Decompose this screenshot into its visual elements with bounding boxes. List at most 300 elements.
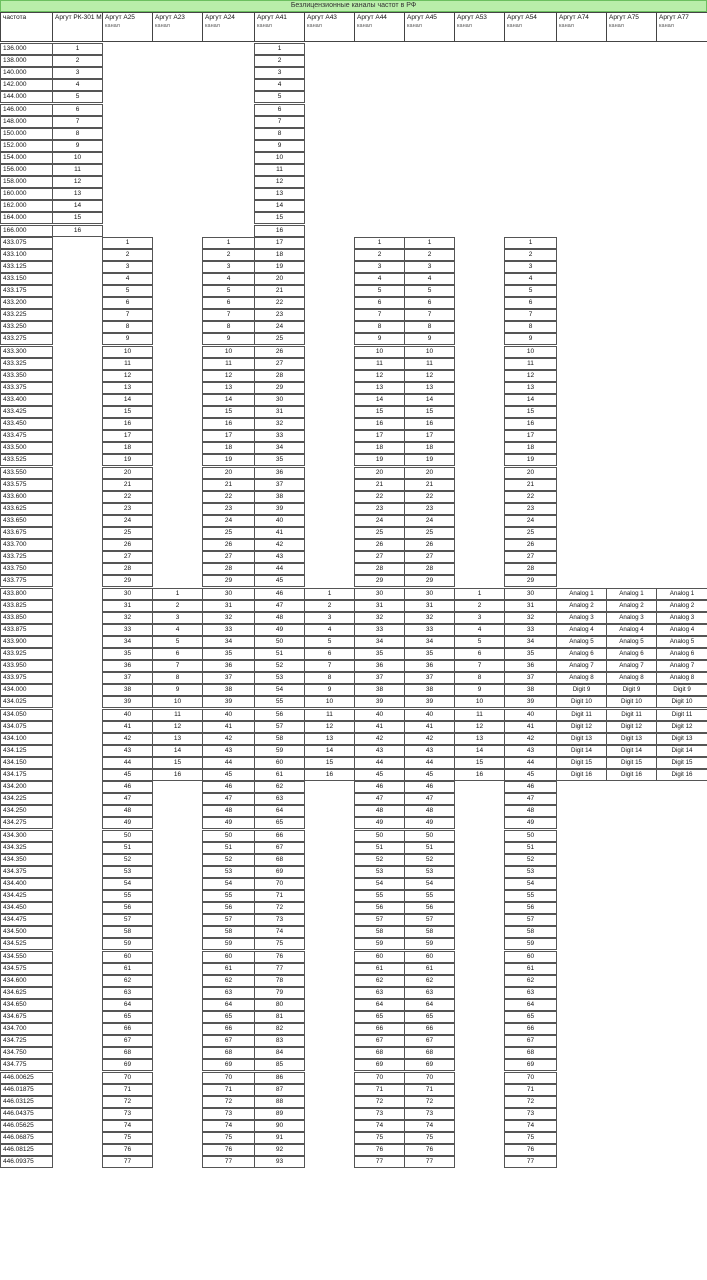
channel-cell: 44 [354, 757, 405, 769]
channel-cell: 5 [304, 636, 355, 648]
channel-cell: 7 [102, 309, 153, 321]
analog-channel-cell: Analog 2 [556, 600, 607, 612]
channel-cell: 53 [254, 672, 305, 684]
channel-cell: 12 [202, 370, 255, 382]
channel-cell: 2 [152, 600, 203, 612]
channel-cell: 55 [504, 890, 557, 902]
analog-channel-cell: Analog 8 [606, 672, 657, 684]
channel-cell: 42 [504, 733, 557, 745]
channel-cell: 4 [202, 273, 255, 285]
frequency-cell: 434.375 [0, 866, 53, 878]
channel-cell: 52 [254, 660, 305, 672]
channel-cell: 14 [202, 394, 255, 406]
column-header [304, 12, 355, 42]
channel-cell: 25 [254, 333, 305, 345]
channel-cell: 40 [254, 515, 305, 527]
channel-cell: 2 [404, 249, 455, 261]
channel-cell: 65 [102, 1011, 153, 1023]
analog-channel-cell: Analog 2 [656, 600, 707, 612]
channel-cell: 9 [152, 684, 203, 696]
channel-cell: 51 [354, 842, 405, 854]
header-label: Аргут А53 [457, 14, 487, 21]
frequency-cell: 434.725 [0, 1035, 53, 1047]
header-sublabel: канал [257, 23, 272, 29]
frequency-cell: 433.600 [0, 491, 53, 503]
analog-channel-cell: Analog 7 [656, 660, 707, 672]
frequency-cell: 433.950 [0, 660, 53, 672]
frequency-cell: 446.08125 [0, 1144, 53, 1156]
channel-cell: 76 [404, 1144, 455, 1156]
channel-cell: 55 [202, 890, 255, 902]
channel-cell: 26 [202, 539, 255, 551]
channel-cell: 44 [404, 757, 455, 769]
channel-cell: 43 [102, 745, 153, 757]
channel-cell: 74 [202, 1120, 255, 1132]
frequency-cell: 433.200 [0, 297, 53, 309]
channel-cell: 64 [254, 805, 305, 817]
channel-cell: 72 [504, 1096, 557, 1108]
channel-cell: 53 [404, 866, 455, 878]
channel-cell: 64 [504, 999, 557, 1011]
header-sublabel: канал [457, 23, 472, 29]
frequency-cell: 433.350 [0, 370, 53, 382]
channel-cell: 91 [254, 1132, 305, 1144]
frequency-cell: 434.225 [0, 793, 53, 805]
frequency-cell: 434.475 [0, 914, 53, 926]
channel-cell: 26 [354, 539, 405, 551]
channel-cell: 3 [504, 261, 557, 273]
channel-cell: 9 [354, 333, 405, 345]
channel-cell: 25 [102, 527, 153, 539]
channel-cell: 34 [102, 636, 153, 648]
frequency-cell: 433.400 [0, 394, 53, 406]
channel-cell: 33 [102, 624, 153, 636]
frequency-cell: 434.400 [0, 878, 53, 890]
column-header [454, 12, 505, 42]
channel-cell: 11 [454, 709, 505, 721]
channel-cell: 22 [504, 491, 557, 503]
column-header [102, 12, 153, 42]
channel-cell: 55 [404, 890, 455, 902]
channel-cell: 4 [52, 79, 103, 91]
channel-cell: 62 [504, 975, 557, 987]
channel-cell: 7 [454, 660, 505, 672]
channel-cell: 79 [254, 987, 305, 999]
frequency-cell: 434.425 [0, 890, 53, 902]
channel-cell: 66 [404, 1023, 455, 1035]
channel-cell: 57 [354, 914, 405, 926]
analog-channel-cell: Digit 9 [656, 684, 707, 696]
channel-cell: 67 [354, 1035, 405, 1047]
channel-cell: 57 [404, 914, 455, 926]
channel-cell: 66 [254, 830, 305, 842]
frequency-cell: 433.475 [0, 430, 53, 442]
channel-cell: 76 [202, 1144, 255, 1156]
frequency-cell: 434.025 [0, 696, 53, 708]
channel-cell: 17 [254, 237, 305, 249]
channel-cell: 74 [254, 926, 305, 938]
channel-cell: 43 [202, 745, 255, 757]
channel-cell: 65 [404, 1011, 455, 1023]
channel-cell: 23 [404, 503, 455, 515]
channel-cell: 67 [254, 842, 305, 854]
channel-cell: 54 [202, 878, 255, 890]
channel-cell: 77 [202, 1156, 255, 1168]
channel-cell: 48 [354, 805, 405, 817]
channel-cell: 37 [102, 672, 153, 684]
channel-cell: 68 [254, 854, 305, 866]
channel-cell: 59 [404, 938, 455, 950]
channel-cell: 62 [202, 975, 255, 987]
channel-cell: 12 [254, 176, 305, 188]
channel-cell: 48 [404, 805, 455, 817]
channel-cell: 30 [102, 588, 153, 600]
channel-cell: 65 [354, 1011, 405, 1023]
channel-cell: 35 [254, 454, 305, 466]
channel-cell: 8 [202, 321, 255, 333]
channel-cell: 8 [102, 321, 153, 333]
frequency-cell: 434.200 [0, 781, 53, 793]
channel-cell: 92 [254, 1144, 305, 1156]
channel-cell: 59 [102, 938, 153, 950]
channel-cell: 71 [102, 1084, 153, 1096]
channel-cell: 28 [354, 563, 405, 575]
channel-cell: 4 [404, 273, 455, 285]
channel-cell: 23 [102, 503, 153, 515]
frequency-cell: 434.500 [0, 926, 53, 938]
channel-cell: 34 [202, 636, 255, 648]
channel-cell: 64 [354, 999, 405, 1011]
channel-cell: 19 [504, 454, 557, 466]
channel-cell: 35 [404, 648, 455, 660]
column-header [52, 12, 103, 42]
frequency-cell: 433.250 [0, 321, 53, 333]
column-header [202, 12, 255, 42]
column-header [656, 12, 707, 42]
channel-cell: 67 [404, 1035, 455, 1047]
channel-cell: 77 [504, 1156, 557, 1168]
frequency-cell: 433.150 [0, 273, 53, 285]
channel-cell: 14 [454, 745, 505, 757]
channel-cell: 63 [202, 987, 255, 999]
channel-cell: 8 [454, 672, 505, 684]
channel-cell: 42 [202, 733, 255, 745]
channel-cell: 2 [354, 249, 405, 261]
frequency-cell: 433.800 [0, 588, 53, 600]
channel-cell: 8 [404, 321, 455, 333]
frequency-cell: 434.250 [0, 805, 53, 817]
channel-cell: 11 [102, 358, 153, 370]
channel-cell: 63 [504, 987, 557, 999]
channel-cell: 4 [454, 624, 505, 636]
channel-cell: 35 [202, 648, 255, 660]
channel-cell: 41 [504, 721, 557, 733]
channel-cell: 44 [504, 757, 557, 769]
channel-cell: 48 [202, 805, 255, 817]
channel-cell: 17 [354, 430, 405, 442]
channel-cell: 43 [354, 745, 405, 757]
channel-cell: 39 [202, 696, 255, 708]
analog-channel-cell: Analog 3 [656, 612, 707, 624]
frequency-cell: 434.325 [0, 842, 53, 854]
channel-cell: 41 [102, 721, 153, 733]
channel-cell: 16 [52, 225, 103, 237]
channel-cell: 54 [504, 878, 557, 890]
channel-cell: 2 [304, 600, 355, 612]
analog-channel-cell: Digit 14 [606, 745, 657, 757]
channel-cell: 13 [102, 382, 153, 394]
channel-cell: 33 [404, 624, 455, 636]
channel-cell: 73 [202, 1108, 255, 1120]
channel-cell: 39 [404, 696, 455, 708]
channel-cell: 32 [254, 418, 305, 430]
channel-cell: 58 [354, 926, 405, 938]
channel-cell: 24 [354, 515, 405, 527]
channel-cell: 54 [404, 878, 455, 890]
channel-cell: 45 [354, 769, 405, 781]
channel-cell: 5 [404, 285, 455, 297]
channel-cell: 1 [304, 588, 355, 600]
analog-channel-cell: Analog 8 [656, 672, 707, 684]
channel-cell: 75 [354, 1132, 405, 1144]
frequency-cell: 146.000 [0, 104, 53, 116]
channel-cell: 34 [354, 636, 405, 648]
channel-cell: 74 [404, 1120, 455, 1132]
channel-cell: 39 [504, 696, 557, 708]
channel-cell: 73 [354, 1108, 405, 1120]
frequency-cell: 446.01875 [0, 1084, 53, 1096]
channel-cell: 62 [404, 975, 455, 987]
frequency-cell: 433.375 [0, 382, 53, 394]
channel-cell: 61 [354, 963, 405, 975]
channel-cell: 2 [254, 55, 305, 67]
channel-cell: 21 [102, 479, 153, 491]
frequency-cell: 433.850 [0, 612, 53, 624]
analog-channel-cell: Digit 16 [606, 769, 657, 781]
channel-cell: 28 [102, 563, 153, 575]
frequency-cell: 433.575 [0, 479, 53, 491]
channel-cell: 12 [504, 370, 557, 382]
frequency-cell: 433.725 [0, 551, 53, 563]
frequency-cell: 434.700 [0, 1023, 53, 1035]
channel-cell: 40 [404, 709, 455, 721]
channel-cell: 66 [102, 1023, 153, 1035]
channel-cell: 7 [504, 309, 557, 321]
channel-cell: 73 [404, 1108, 455, 1120]
analog-channel-cell: Digit 13 [656, 733, 707, 745]
channel-cell: 40 [504, 709, 557, 721]
channel-cell: 13 [152, 733, 203, 745]
channel-cell: 10 [254, 152, 305, 164]
channel-cell: 2 [454, 600, 505, 612]
channel-cell: 74 [504, 1120, 557, 1132]
column-header [504, 12, 557, 42]
channel-cell: 52 [354, 854, 405, 866]
frequency-cell: 433.975 [0, 672, 53, 684]
channel-cell: 8 [504, 321, 557, 333]
channel-cell: 9 [102, 333, 153, 345]
analog-channel-cell: Digit 12 [656, 721, 707, 733]
channel-cell: 35 [504, 648, 557, 660]
frequency-cell: 162.000 [0, 200, 53, 212]
channel-cell: 24 [202, 515, 255, 527]
channel-cell: 6 [454, 648, 505, 660]
channel-cell: 52 [102, 854, 153, 866]
channel-cell: 83 [254, 1035, 305, 1047]
channel-cell: 14 [504, 394, 557, 406]
channel-cell: 6 [504, 297, 557, 309]
channel-cell: 66 [202, 1023, 255, 1035]
channel-cell: 89 [254, 1108, 305, 1120]
channel-cell: 1 [152, 588, 203, 600]
frequency-cell: 433.825 [0, 600, 53, 612]
channel-cell: 53 [354, 866, 405, 878]
channel-cell: 12 [52, 176, 103, 188]
frequency-cell: 434.050 [0, 709, 53, 721]
channel-cell: 71 [404, 1084, 455, 1096]
channel-cell: 68 [102, 1047, 153, 1059]
channel-cell: 11 [202, 358, 255, 370]
channel-cell: 20 [404, 467, 455, 479]
channel-cell: 1 [202, 237, 255, 249]
channel-cell: 20 [254, 273, 305, 285]
channel-cell: 11 [52, 164, 103, 176]
channel-cell: 68 [202, 1047, 255, 1059]
channel-cell: 36 [202, 660, 255, 672]
channel-cell: 3 [102, 261, 153, 273]
channel-cell: 24 [102, 515, 153, 527]
channel-cell: 69 [202, 1059, 255, 1071]
analog-channel-cell: Digit 11 [656, 709, 707, 721]
channel-cell: 15 [504, 406, 557, 418]
channel-cell: 75 [504, 1132, 557, 1144]
channel-cell: 45 [404, 769, 455, 781]
channel-cell: 2 [52, 55, 103, 67]
channel-cell: 11 [254, 164, 305, 176]
channel-cell: 35 [102, 648, 153, 660]
channel-cell: 16 [504, 418, 557, 430]
channel-cell: 81 [254, 1011, 305, 1023]
analog-channel-cell: Digit 15 [656, 757, 707, 769]
channel-cell: 68 [354, 1047, 405, 1059]
channel-cell: 35 [354, 648, 405, 660]
channel-cell: 18 [254, 249, 305, 261]
channel-cell: 31 [504, 600, 557, 612]
analog-channel-cell: Analog 1 [606, 588, 657, 600]
channel-cell: 52 [504, 854, 557, 866]
channel-cell: 57 [254, 721, 305, 733]
channel-cell: 60 [102, 951, 153, 963]
channel-cell: 60 [254, 757, 305, 769]
channel-cell: 9 [52, 140, 103, 152]
channel-cell: 12 [354, 370, 405, 382]
channel-cell: 77 [354, 1156, 405, 1168]
channel-cell: 86 [254, 1072, 305, 1084]
analog-channel-cell: Analog 1 [656, 588, 707, 600]
channel-cell: 56 [202, 902, 255, 914]
channel-cell: 4 [504, 273, 557, 285]
frequency-cell: 138.000 [0, 55, 53, 67]
channel-cell: 30 [354, 588, 405, 600]
channel-cell: 67 [504, 1035, 557, 1047]
channel-cell: 47 [354, 793, 405, 805]
frequency-cell: 434.300 [0, 830, 53, 842]
channel-cell: 10 [202, 346, 255, 358]
header-label: Аргут А41 [257, 14, 287, 21]
column-header [254, 12, 305, 42]
channel-cell: 14 [152, 745, 203, 757]
header-sublabel: канал [357, 23, 372, 29]
frequency-cell: 434.275 [0, 817, 53, 829]
channel-cell: 23 [202, 503, 255, 515]
channel-cell: 38 [404, 684, 455, 696]
channel-cell: 38 [102, 684, 153, 696]
channel-cell: 63 [354, 987, 405, 999]
channel-cell: 49 [202, 817, 255, 829]
channel-cell: 30 [504, 588, 557, 600]
channel-cell: 52 [404, 854, 455, 866]
analog-channel-cell: Digit 16 [656, 769, 707, 781]
channel-cell: 9 [454, 684, 505, 696]
analog-channel-cell: Analog 2 [606, 600, 657, 612]
channel-cell: 16 [304, 769, 355, 781]
frequency-cell: 434.550 [0, 951, 53, 963]
frequency-cell: 433.175 [0, 285, 53, 297]
channel-cell: 72 [202, 1096, 255, 1108]
channel-cell: 16 [404, 418, 455, 430]
channel-cell: 51 [102, 842, 153, 854]
channel-cell: 71 [504, 1084, 557, 1096]
channel-cell: 38 [254, 491, 305, 503]
channel-cell: 11 [404, 358, 455, 370]
channel-cell: 66 [504, 1023, 557, 1035]
channel-cell: 72 [404, 1096, 455, 1108]
frequency-cell: 433.300 [0, 346, 53, 358]
channel-cell: 19 [404, 454, 455, 466]
channel-cell: 47 [254, 600, 305, 612]
channel-cell: 9 [254, 140, 305, 152]
frequency-cell: 150.000 [0, 128, 53, 140]
channel-cell: 50 [354, 830, 405, 842]
channel-cell: 1 [102, 237, 153, 249]
channel-cell: 58 [102, 926, 153, 938]
channel-cell: 20 [354, 467, 405, 479]
channel-cell: 58 [254, 733, 305, 745]
frequency-cell: 434.350 [0, 854, 53, 866]
channel-cell: 75 [404, 1132, 455, 1144]
channel-cell: 75 [202, 1132, 255, 1144]
channel-cell: 21 [354, 479, 405, 491]
channel-cell: 61 [102, 963, 153, 975]
channel-cell: 9 [504, 333, 557, 345]
channel-cell: 29 [254, 382, 305, 394]
header-label: Аргут А77 [659, 14, 689, 21]
channel-cell: 42 [102, 733, 153, 745]
channel-cell: 10 [354, 346, 405, 358]
channel-cell: 25 [404, 527, 455, 539]
channel-cell: 57 [102, 914, 153, 926]
header-label: Аргут РК-301 М [55, 14, 102, 21]
channel-cell: 64 [102, 999, 153, 1011]
frequency-cell: 433.500 [0, 442, 53, 454]
channel-cell: 15 [52, 212, 103, 224]
channel-cell: 34 [254, 442, 305, 454]
frequency-cell: 136.000 [0, 43, 53, 55]
channel-cell: 6 [152, 648, 203, 660]
channel-cell: 3 [52, 67, 103, 79]
analog-channel-cell: Analog 3 [556, 612, 607, 624]
channel-cell: 3 [304, 612, 355, 624]
